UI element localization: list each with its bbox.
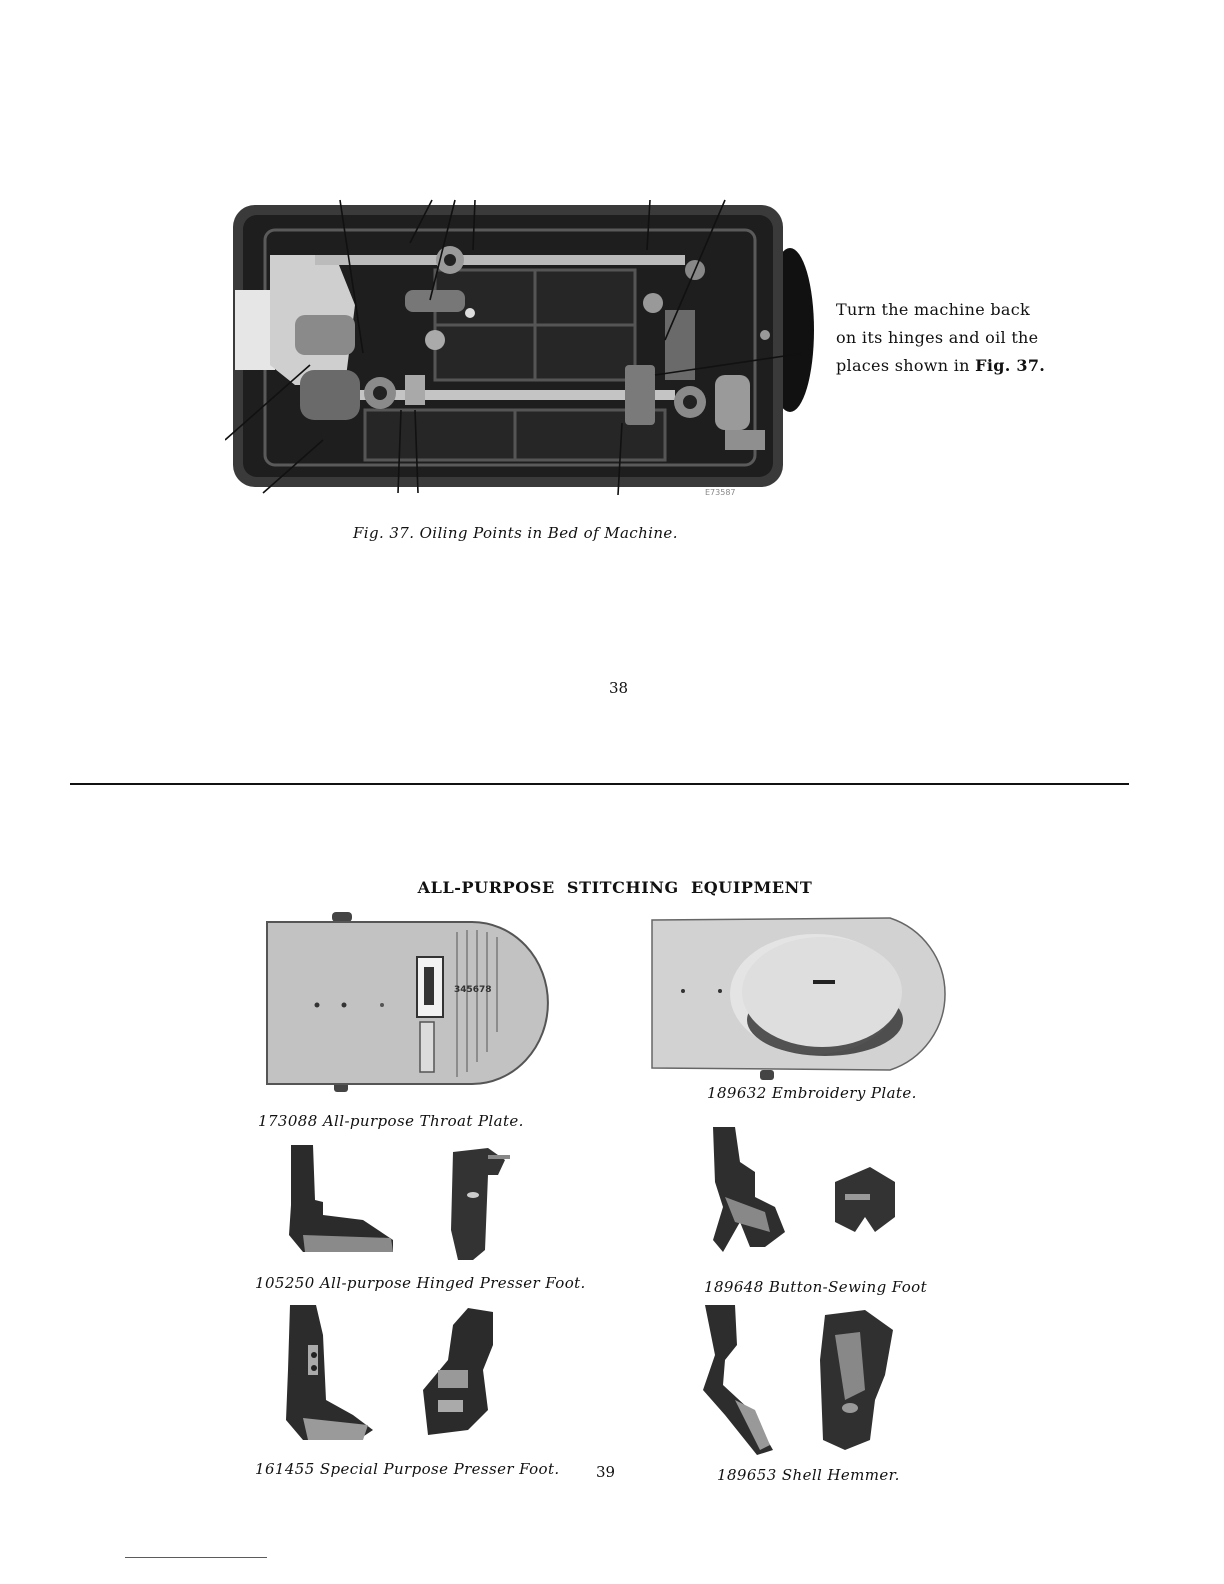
svg-text:E73587: E73587 — [705, 488, 736, 497]
instruction-line-3 — [836, 352, 1066, 380]
instruction-line-3-prefix: places shown in — [836, 356, 976, 375]
page-number-39: 39 — [596, 1463, 616, 1481]
figure-37-machine-bed — [225, 195, 815, 505]
button-sewing-foot-image — [705, 1122, 905, 1262]
item-caption-button-sewing-foot: 189648 Button-Sewing Foot — [704, 1278, 928, 1296]
section-heading: ALL-PURPOSE STITCHING EQUIPMENT — [417, 878, 813, 897]
footer-rule — [125, 1557, 267, 1558]
figure-reference: Fig. 37. — [975, 356, 1046, 375]
svg-text:345678: 345678 — [454, 985, 492, 995]
instruction-line-1: Turn the machine back — [836, 300, 1030, 319]
oiling-instruction-text — [836, 296, 1066, 380]
page-number-38: 38 — [609, 679, 629, 697]
figure-37-caption: Fig. 37. Oiling Points in Bed of Machine. — [353, 524, 678, 542]
item-caption-hinged-presser-foot: 105250 All-purpose Hinged Presser Foot. — [255, 1274, 586, 1292]
item-caption-shell-hemmer: 189653 Shell Hemmer. — [717, 1466, 900, 1484]
throat-plate-image — [262, 912, 552, 1092]
embroidery-plate-image — [650, 912, 970, 1084]
item-caption-throat-plate: 173088 All-purpose Throat Plate. — [258, 1112, 524, 1130]
hinged-presser-foot-image — [283, 1140, 523, 1268]
page-divider — [70, 783, 1129, 785]
special-purpose-presser-foot-image — [278, 1300, 508, 1450]
item-caption-embroidery-plate: 189632 Embroidery Plate. — [707, 1084, 917, 1102]
shell-hemmer-image — [695, 1300, 905, 1460]
item-caption-special-purpose-presser-foot: 161455 Special Purpose Presser Foot. — [255, 1460, 560, 1478]
instruction-line-2: on its hinges and oil the — [836, 328, 1039, 347]
